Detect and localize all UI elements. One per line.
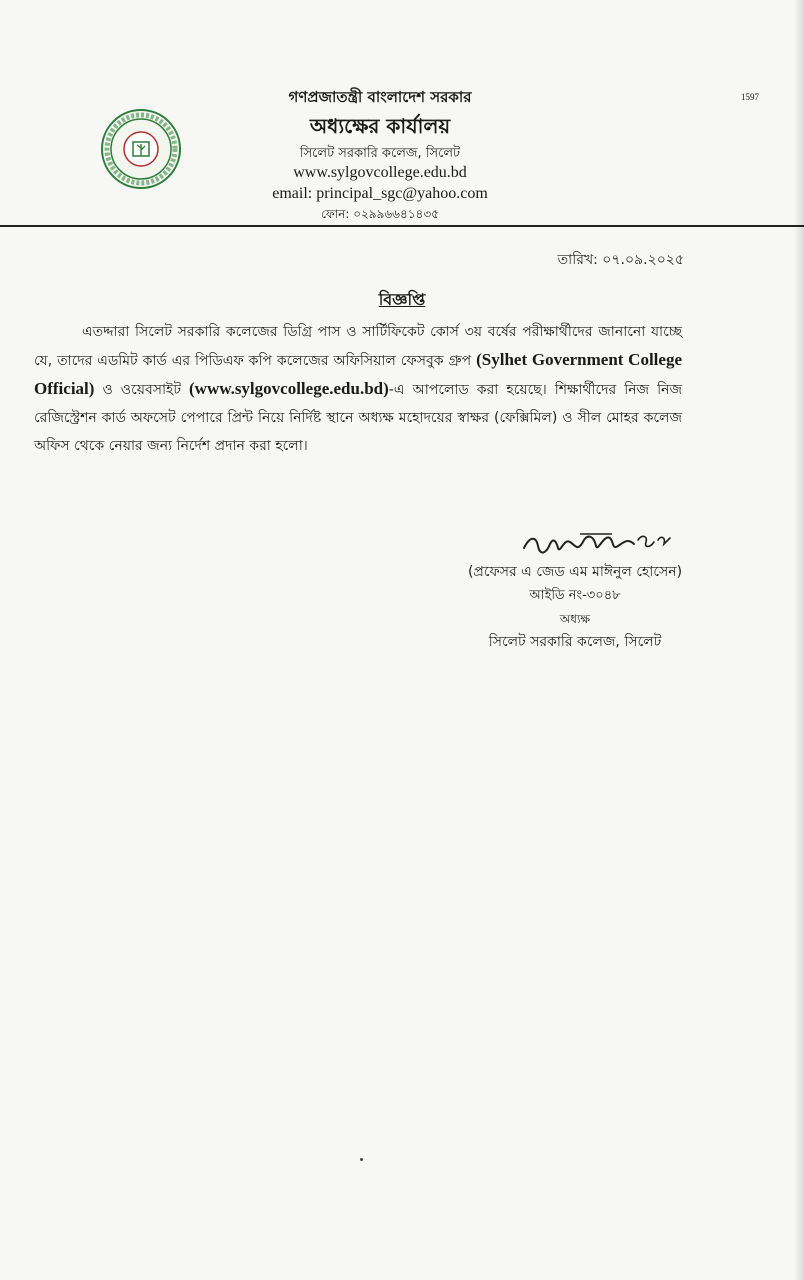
signatory-college: সিলেট সরকারি কলেজ, সিলেট (488, 634, 662, 650)
notice-date: তারিখ: ০৭.০৯.২০২৫ (557, 252, 684, 268)
college-name: সিলেট সরকারি কলেজ, সিলেট (299, 146, 461, 161)
signatory-block (440, 560, 710, 654)
signatory-name: (প্রফেসর এ জেড এম মাঈনুল হোসেন) (467, 564, 683, 580)
paper-speck (360, 1158, 363, 1161)
reference-number: 1597 (741, 92, 759, 102)
notice-body-part2: ও ওয়েবসাইট (102, 382, 181, 398)
header-divider (0, 225, 804, 227)
handwritten-signature (520, 528, 680, 564)
notice-body (34, 318, 682, 460)
college-email: email: principal_sgc@yahoo.com (272, 185, 488, 202)
signatory-designation: অধ্যক্ষ (559, 612, 591, 626)
government-heading: গণপ্রজাতন্ত্রী বাংলাদেশ সরকার (288, 88, 472, 106)
website-reference: (www.sylgovcollege.edu.bd) (189, 379, 389, 398)
notice-title (0, 287, 804, 314)
office-heading: অধ্যক্ষের কার্যালয় (309, 114, 451, 138)
notice-title-text: বিজ্ঞপ্তি (378, 290, 426, 309)
notice-body-part1: এতদ্দারা সিলেট সরকারি কলেজের ডিগ্রি পাস ও সার্টিফিকেট কোর্স ৩য় বর্ষের পরীক্ষার্থীদের জানানো যাচ্ছে যে, তাদের এডমিট কার্ড এর পিডিএফ কপি কলেজের অফিসিয়াল ফেসবুক গ্রুপ (34, 324, 682, 369)
signatory-id: আইডি নং-৩০৪৮ (529, 588, 621, 603)
facebook-group-name: (Sylhet Government College Official) (34, 350, 683, 398)
college-website: www.sylgovcollege.edu.bd (293, 164, 467, 181)
page-edge-shadow (794, 0, 804, 1280)
college-phone: ফোন: ০২৯৯৬৬৪১৪৩৫ (321, 207, 439, 221)
notice-body-part3: -এ আপলোড করা হয়েছে। শিক্ষার্থীদের নিজ নিজ রেজিস্ট্রেশন কার্ড অফসেট পেপারে প্রিন্ট নিয়ে নির্দিষ্ট স্থানে অধ্যক্ষ মহোদয়ের স্বাক্ষর (ফেক্সিমিল) ও সীল মোহর কলেজ অফিস থেকে নেয়ার জন্য নির্দেশ প্রদান করা হলো। (34, 382, 682, 454)
